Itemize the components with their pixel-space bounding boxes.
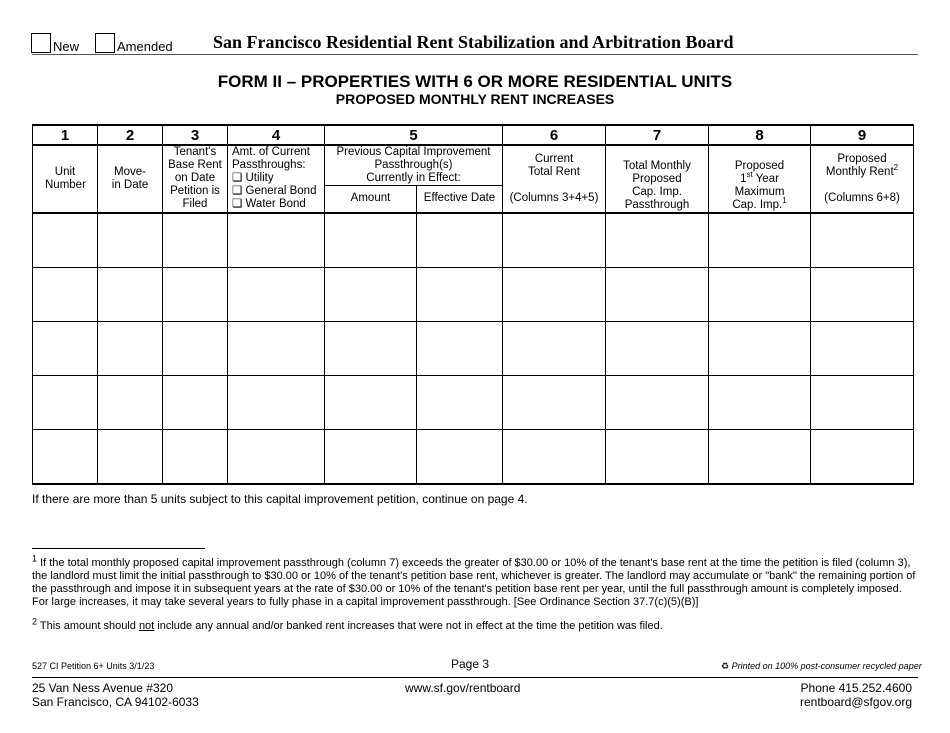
- footnote-rule: [32, 548, 205, 549]
- effective-date-header: Effective Date: [417, 186, 503, 213]
- current-passthroughs-cell[interactable]: [228, 321, 325, 375]
- move-in-header: Move-in Date: [98, 145, 163, 213]
- recycle-icon: ♻: [721, 661, 730, 671]
- unit-number-cell[interactable]: [33, 429, 98, 484]
- unit-number-cell[interactable]: [33, 267, 98, 321]
- move-in-date-cell[interactable]: [98, 429, 163, 484]
- email-link[interactable]: rentboard@sfgov.org: [799, 695, 912, 709]
- current-total-rent-cell[interactable]: [503, 429, 606, 484]
- current-total-rent-cell[interactable]: [503, 375, 606, 429]
- move-in-date-cell[interactable]: [98, 321, 163, 375]
- water-bond-option: ❑ Water Bond: [232, 198, 306, 211]
- move-in-date-cell[interactable]: [98, 213, 163, 268]
- effective-date-cell[interactable]: [417, 321, 503, 375]
- effective-date-cell[interactable]: [417, 267, 503, 321]
- proposed-first-year-cell[interactable]: [709, 321, 811, 375]
- phone: Phone 415.252.4600: [800, 681, 912, 695]
- col-number: 3: [163, 125, 228, 145]
- table-row: [33, 213, 914, 268]
- current-total-rent-cell[interactable]: [503, 267, 606, 321]
- current-total-rent-header: Current Total Rent: [503, 145, 606, 186]
- proposed-monthly-rent-cell[interactable]: [811, 375, 914, 429]
- current-passthroughs-cell[interactable]: [228, 267, 325, 321]
- total-monthly-proposed-cell[interactable]: [606, 267, 709, 321]
- total-monthly-proposed-cell[interactable]: [606, 213, 709, 268]
- col-number: 5: [325, 125, 503, 145]
- move-in-date-cell[interactable]: [98, 375, 163, 429]
- prev-amount-cell[interactable]: [325, 429, 417, 484]
- footnote-1: $^1$ If the total monthly proposed capital improvement passthrough (column 7) exceeds the greater of $30.00 or 10% of the tenant's base rent at the time the petition is filed (column 3), the landlord must limit the initial passthrough to $30.00 or 10% of the tenant's petition base rent, whichever is greater. The landlord may accumulate or "bank" the remaining portion of the passthrough and impose it in subsequent years at the rate of $30.00 or 10% of the tenant's petition base rent per year, until the full passthrough amount is completely imposed. For large increases, it may take several years to fully phase in a capital improvement passthrough. [See Ordinance Section 37.7(c)(5)(B)]: [32, 553, 916, 608]
- columns-3-4-5-formula: (Columns 3+4+5): [503, 186, 606, 213]
- prev-amount-cell[interactable]: [325, 375, 417, 429]
- total-monthly-proposed-cell[interactable]: [606, 321, 709, 375]
- header-rule: [32, 54, 918, 55]
- new-label: New: [53, 39, 80, 54]
- prev-amount-cell[interactable]: [325, 321, 417, 375]
- effective-date-cell[interactable]: [417, 213, 503, 268]
- base-rent-cell[interactable]: [163, 429, 228, 484]
- prev-amount-cell[interactable]: [325, 267, 417, 321]
- form-title: FORM II – PROPERTIES WITH 6 OR MORE RESIDENTIAL UNITS: [217, 72, 733, 91]
- header-row-top: [33, 145, 914, 186]
- proposed-first-year-header-a: Proposed 1st Year: [709, 145, 811, 186]
- continue-note: If there are more than 5 units subject to this capital improvement petition, continue on page 4.: [32, 492, 528, 506]
- proposed-monthly-rent-cell[interactable]: [811, 321, 914, 375]
- total-monthly-proposed-cell[interactable]: [606, 375, 709, 429]
- total-monthly-proposed-header-b: Cap. Imp. Passthrough: [606, 186, 709, 213]
- col-number: 8: [709, 125, 811, 145]
- column-number-row: [33, 125, 914, 145]
- unit-number-cell[interactable]: [33, 375, 98, 429]
- table-row: [33, 321, 914, 375]
- unit-number-cell[interactable]: [33, 213, 98, 268]
- table-row: [33, 267, 914, 321]
- address: 25 Van Ness Avenue #320 San Francisco, CA 94102-6033: [32, 681, 199, 709]
- previous-cap-imp-header: Previous Capital Improvement Passthrough(s) Currently in Effect:: [325, 145, 503, 186]
- proposed-monthly-rent-cell[interactable]: [811, 213, 914, 268]
- current-passthroughs-cell[interactable]: [228, 213, 325, 268]
- unit-number-cell[interactable]: [33, 321, 98, 375]
- website-link[interactable]: www.sf.gov/rentboard: [405, 681, 521, 695]
- base-rent-cell[interactable]: [163, 321, 228, 375]
- col-number: 4: [228, 125, 325, 145]
- prev-amount-cell[interactable]: [325, 213, 417, 268]
- proposed-monthly-rent-cell[interactable]: [811, 429, 914, 484]
- table-row: [33, 375, 914, 429]
- proposed-first-year-header-b: Maximum Cap. Imp.$^1$: [709, 186, 811, 213]
- current-passthroughs-cell[interactable]: [228, 375, 325, 429]
- proposed-first-year-cell[interactable]: [709, 375, 811, 429]
- proposed-first-year-cell[interactable]: [709, 429, 811, 484]
- utility-option: ❑ Utility: [232, 172, 274, 185]
- amended-checkbox[interactable]: [95, 33, 115, 53]
- effective-date-cell[interactable]: [417, 375, 503, 429]
- col-number: 2: [98, 125, 163, 145]
- new-checkbox[interactable]: [31, 33, 51, 53]
- proposed-first-year-cell[interactable]: [709, 213, 811, 268]
- current-passthroughs-header: Amt. of Current Passthroughs: ❑ Utility ❑ General Bond ❑ Water Bond: [228, 145, 325, 213]
- base-rent-cell[interactable]: [163, 213, 228, 268]
- footer-rule: [32, 677, 918, 678]
- total-monthly-proposed-cell[interactable]: [606, 429, 709, 484]
- proposed-monthly-rent-header: Proposed Monthly Rent$^2$: [811, 145, 914, 186]
- table-row: [33, 429, 914, 484]
- current-total-rent-cell[interactable]: [503, 213, 606, 268]
- base-rent-header: Tenant's Base Rent on Date Petition is Filed: [163, 145, 228, 213]
- form-id: 527 CI Petition 6+ Units 3/1/23: [32, 661, 155, 671]
- recycled-note: ♻ Printed on 100% post-consumer recycled paper: [721, 661, 922, 671]
- amended-label: Amended: [117, 39, 173, 54]
- move-in-date-cell[interactable]: [98, 267, 163, 321]
- page-number: Page 3: [451, 657, 490, 671]
- general-bond-option: ❑ General Bond: [232, 185, 317, 198]
- base-rent-cell[interactable]: [163, 267, 228, 321]
- form-subtitle: PROPOSED MONTHLY RENT INCREASES: [335, 91, 615, 107]
- footnote-2: $^2$ This amount should not include any annual and/or banked rent increases that were not in effect at the time the petition was filed.: [32, 616, 663, 632]
- columns-6-8-formula: (Columns 6+8): [811, 186, 914, 213]
- proposed-monthly-rent-cell[interactable]: [811, 267, 914, 321]
- rent-increase-table: [32, 124, 914, 485]
- current-passthroughs-cell[interactable]: [228, 429, 325, 484]
- col-number: 6: [503, 125, 606, 145]
- amount-header: Amount: [325, 186, 417, 213]
- board-name: San Francisco Residential Rent Stabilization and Arbitration Board: [213, 32, 734, 52]
- base-rent-cell[interactable]: [163, 375, 228, 429]
- effective-date-cell[interactable]: [417, 429, 503, 484]
- proposed-first-year-cell[interactable]: [709, 267, 811, 321]
- col-number: 7: [606, 125, 709, 145]
- current-total-rent-cell[interactable]: [503, 321, 606, 375]
- col-number: 9: [811, 125, 914, 145]
- unit-number-header: Unit Number: [33, 145, 98, 213]
- total-monthly-proposed-header-a: Total Monthly Proposed: [606, 145, 709, 186]
- col-number: 1: [33, 125, 98, 145]
- contact-info: [800, 681, 912, 709]
